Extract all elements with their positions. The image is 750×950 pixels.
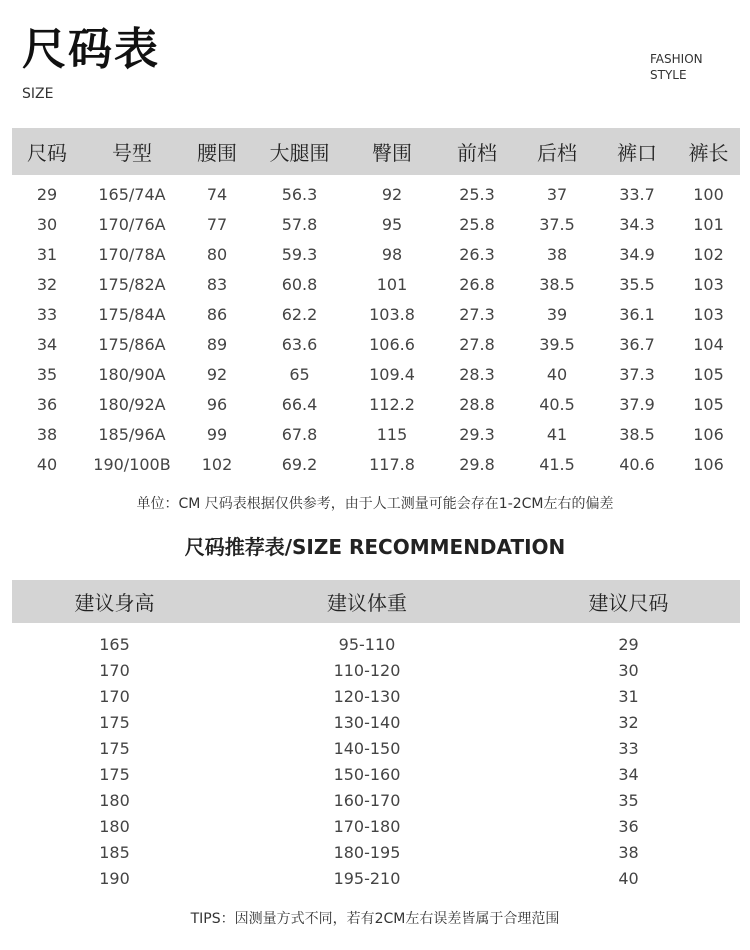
size-chart-cell: 180/90A xyxy=(98,364,166,384)
recommendation-title: 尺码推荐表/SIZE RECOMMENDATION xyxy=(184,535,566,559)
size-chart-cell: 106 xyxy=(693,424,724,444)
size-chart-cell: 101 xyxy=(376,274,408,294)
size-chart-cell: 180/92A xyxy=(98,394,166,414)
size-chart-cell: 34.3 xyxy=(619,214,655,234)
size-chart-cell: 36.1 xyxy=(619,304,655,324)
recommendation-cell: 140-150 xyxy=(333,738,401,758)
size-chart-cell: 165/74A xyxy=(98,184,166,204)
tips-note: TIPS：因测量方式不同，若有2CM左右误差皆属于合理范围 xyxy=(190,911,560,927)
size-chart-cell: 115 xyxy=(376,424,408,444)
size-chart-cell: 117.8 xyxy=(369,454,415,474)
size-chart-cell: 175/84A xyxy=(98,304,166,324)
recommendation-cell: 120-130 xyxy=(333,686,401,706)
size-chart-cell: 28.8 xyxy=(459,394,495,414)
recommendation-cell: 195-210 xyxy=(333,868,401,888)
size-chart-cell: 29.3 xyxy=(459,424,495,444)
recommendation-row xyxy=(12,813,740,839)
size-chart-cell: 40 xyxy=(36,454,58,474)
size-chart-cell: 103 xyxy=(693,304,724,324)
recommendation-header-cell: 建议尺码 xyxy=(588,591,669,615)
size-chart-table xyxy=(12,128,740,479)
recommendation-header-cell: 建议身高 xyxy=(74,591,155,615)
recommendation-row xyxy=(12,709,740,735)
size-chart-cell: 40.6 xyxy=(619,454,655,474)
size-chart-cell: 96 xyxy=(206,394,228,414)
size-chart-cell: 63.6 xyxy=(281,334,318,354)
size-chart-cell: 105 xyxy=(693,364,724,384)
size-chart-cell: 170/78A xyxy=(98,244,166,264)
recommendation-cell: 185 xyxy=(99,842,130,862)
recommendation-cell: 33 xyxy=(618,738,639,758)
size-chart-cell: 37.3 xyxy=(619,364,655,384)
size-chart-cell: 28.3 xyxy=(459,364,495,384)
size-chart-cell: 74 xyxy=(206,184,228,204)
size-chart-cell: 95 xyxy=(381,214,403,234)
size-chart-cell: 40 xyxy=(546,364,568,384)
recommendation-cell: 110-120 xyxy=(333,660,401,680)
recommendation-row xyxy=(12,683,740,709)
recommendation-cell: 180-195 xyxy=(333,842,401,862)
brand-tag xyxy=(650,51,703,83)
size-chart-cell: 37 xyxy=(546,184,568,204)
size-chart-cell: 41.5 xyxy=(539,454,575,474)
size-chart-row xyxy=(12,449,740,479)
size-chart-cell: 25.3 xyxy=(459,184,495,204)
size-chart-cell: 175/86A xyxy=(98,334,166,354)
brand-line-2: STYLE xyxy=(650,68,687,82)
size-chart-cell: 102 xyxy=(201,454,233,474)
brand-line-1: FASHION xyxy=(650,52,703,66)
size-chart-cell: 27.8 xyxy=(459,334,495,354)
size-chart-header-row xyxy=(12,128,740,175)
size-chart-body xyxy=(12,175,740,479)
size-chart-row xyxy=(12,419,740,449)
size-chart-cell: 38 xyxy=(546,244,568,264)
size-chart-cell: 103 xyxy=(693,274,724,294)
size-chart-cell: 112.2 xyxy=(369,394,415,414)
recommendation-row xyxy=(12,787,740,813)
recommendation-cell: 190 xyxy=(99,868,130,888)
size-chart-cell: 56.3 xyxy=(281,184,318,204)
size-chart-cell: 30 xyxy=(36,214,58,234)
size-chart-cell: 38.5 xyxy=(619,424,655,444)
size-chart-cell: 106 xyxy=(693,454,724,474)
recommendation-cell: 170-180 xyxy=(333,816,401,836)
size-chart-header-cell: 臀围 xyxy=(372,141,412,165)
size-chart-cell: 66.4 xyxy=(281,394,318,414)
size-chart-cell: 57.8 xyxy=(281,214,318,234)
recommendation-cell: 34 xyxy=(618,764,639,784)
size-chart-cell: 59.3 xyxy=(281,244,318,264)
size-chart-cell: 65 xyxy=(289,364,310,384)
size-chart-row xyxy=(12,239,740,269)
recommendation-table xyxy=(12,580,740,891)
size-chart-cell: 69.2 xyxy=(281,454,318,474)
size-chart-note: 单位：CM 尺码表根据仅供参考，由于人工测量可能会存在1-2CM左右的偏差 xyxy=(136,496,614,512)
size-chart-cell: 34.9 xyxy=(619,244,655,264)
size-chart-cell: 35 xyxy=(36,364,58,384)
recommendation-cell: 170 xyxy=(99,686,130,706)
size-chart-cell: 34 xyxy=(36,334,58,354)
recommendation-row xyxy=(12,761,740,787)
size-chart-cell: 89 xyxy=(206,334,228,354)
recommendation-cell: 36 xyxy=(618,816,639,836)
size-chart-cell: 101 xyxy=(693,214,724,234)
size-chart-cell: 38.5 xyxy=(539,274,575,294)
size-chart-cell: 102 xyxy=(693,244,724,264)
recommendation-row xyxy=(12,657,740,683)
recommendation-cell: 150-160 xyxy=(333,764,401,784)
size-chart-cell: 62.2 xyxy=(281,304,318,324)
size-chart-cell: 105 xyxy=(693,394,724,414)
size-chart-cell: 37.5 xyxy=(539,214,575,234)
size-chart-cell: 39 xyxy=(546,304,568,324)
size-chart-header-cell: 裤长 xyxy=(688,141,729,165)
size-chart-row xyxy=(12,359,740,389)
size-chart-cell: 60.8 xyxy=(281,274,318,294)
recommendation-header-row xyxy=(12,580,740,623)
page-title: 尺码表 xyxy=(22,24,160,75)
recommendation-cell: 175 xyxy=(99,712,130,732)
recommendation-row xyxy=(12,839,740,865)
recommendation-cell: 95-110 xyxy=(338,634,396,654)
recommendation-header-cell: 建议体重 xyxy=(327,591,407,615)
size-chart-cell: 86 xyxy=(206,304,228,324)
size-chart-cell: 27.3 xyxy=(459,304,495,324)
size-chart-header-cell: 前档 xyxy=(457,141,497,165)
size-chart-row xyxy=(12,175,740,209)
size-chart-cell: 109.4 xyxy=(369,364,415,384)
size-chart-cell: 103.8 xyxy=(369,304,415,324)
size-chart-header-cell: 大腿围 xyxy=(269,141,330,165)
size-chart-row xyxy=(12,389,740,419)
size-chart-cell: 175/82A xyxy=(98,274,166,294)
size-chart-cell: 100 xyxy=(693,184,724,204)
size-chart-cell: 35.5 xyxy=(619,274,655,294)
size-chart-cell: 99 xyxy=(206,424,228,444)
size-chart-cell: 31 xyxy=(36,244,58,264)
size-chart-cell: 106.6 xyxy=(369,334,415,354)
size-chart-cell: 83 xyxy=(206,274,228,294)
size-chart-cell: 92 xyxy=(206,364,228,384)
size-chart-row xyxy=(12,329,740,359)
size-chart-cell: 80 xyxy=(206,244,228,264)
recommendation-body xyxy=(12,623,740,891)
recommendation-cell: 175 xyxy=(99,764,130,784)
recommendation-cell: 38 xyxy=(618,842,639,862)
size-chart-header-cell: 腰围 xyxy=(197,141,237,165)
size-chart-cell: 38 xyxy=(36,424,58,444)
recommendation-cell: 40 xyxy=(618,868,639,888)
size-chart-cell: 33 xyxy=(36,304,58,324)
size-chart-cell: 185/96A xyxy=(98,424,166,444)
recommendation-cell: 180 xyxy=(99,790,130,810)
recommendation-cell: 32 xyxy=(618,712,639,732)
size-chart-cell: 36.7 xyxy=(619,334,655,354)
recommendation-cell: 35 xyxy=(618,790,639,810)
size-chart-cell: 29 xyxy=(36,184,58,204)
recommendation-cell: 180 xyxy=(99,816,130,836)
size-chart-header-cell: 裤口 xyxy=(617,141,657,165)
recommendation-cell: 175 xyxy=(99,738,130,758)
size-chart-cell: 26.8 xyxy=(459,274,495,294)
size-chart-row xyxy=(12,269,740,299)
size-chart-cell: 104 xyxy=(693,334,724,354)
recommendation-cell: 170 xyxy=(99,660,130,680)
size-chart-header-cell: 尺码 xyxy=(27,141,67,165)
recommendation-row xyxy=(12,735,740,761)
size-chart-cell: 92 xyxy=(381,184,403,204)
size-chart-cell: 33.7 xyxy=(619,184,655,204)
size-chart-cell: 29.8 xyxy=(459,454,495,474)
size-chart-cell: 98 xyxy=(381,244,403,264)
size-chart-row xyxy=(12,299,740,329)
size-chart-cell: 67.8 xyxy=(281,424,318,444)
size-chart-cell: 77 xyxy=(206,214,228,234)
size-chart-cell: 170/76A xyxy=(98,214,166,234)
recommendation-cell: 160-170 xyxy=(333,790,401,810)
size-chart-header-cell: 后档 xyxy=(537,141,577,165)
recommendation-cell: 30 xyxy=(618,660,639,680)
recommendation-row xyxy=(12,623,740,657)
size-chart-cell: 36 xyxy=(36,394,58,414)
recommendation-cell: 29 xyxy=(618,634,639,654)
recommendation-cell: 130-140 xyxy=(333,712,401,732)
size-chart-cell: 25.8 xyxy=(459,214,495,234)
size-chart-cell: 40.5 xyxy=(539,394,575,414)
page-subtitle: SIZE xyxy=(22,86,54,102)
recommendation-cell: 165 xyxy=(99,634,130,654)
recommendation-row xyxy=(12,865,740,891)
size-chart-header-cell: 号型 xyxy=(112,141,152,165)
size-chart-cell: 39.5 xyxy=(539,334,575,354)
size-chart-cell: 190/100B xyxy=(93,454,171,474)
size-chart-cell: 26.3 xyxy=(459,244,495,264)
size-chart-cell: 41 xyxy=(546,424,568,444)
size-chart-cell: 37.9 xyxy=(619,394,655,414)
recommendation-cell: 31 xyxy=(618,686,639,706)
size-chart-row xyxy=(12,209,740,239)
size-chart-cell: 32 xyxy=(36,274,58,294)
